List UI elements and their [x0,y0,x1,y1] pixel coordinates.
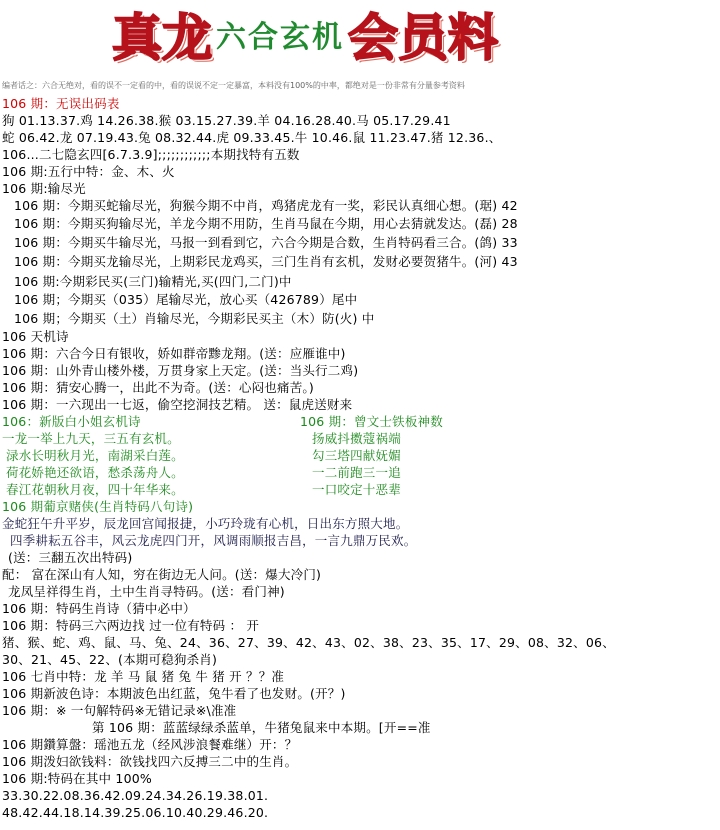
text-line: 龙凤呈祥得生肖，土中生肖寻特码。(送：看门神) [8,584,285,599]
logo-title-middle: 六合玄机 [216,20,344,55]
text-line: 106 期鑽算盤：瑶池五龙（经风涉浪餐难继）开：？ [2,737,298,752]
text-line: 106...二七隐玄四[6.7.3.9];;;;;;;;;;;;本期找特有五数 [2,147,300,162]
poem-line: 一龙一举上九天，三五有玄机。 [2,431,180,446]
section-title-error-free-table: 106 期：无误出码表 [2,96,120,111]
number-list-line: 猪、猴、蛇、鸡、鼠、马、兔、24、36、27、39、42、43、02、38、23、35、17、29、08、32、06、 [2,635,615,650]
number-list-line: 48.42.44.18.14.39.25.06.10.40.29.46.20. [2,805,269,820]
text-line: 106 期:今期彩民买(三门)输精光,买(四门,二门)中 [14,274,292,289]
text-line: 106 期：特码三六两边找 过一位有特码 ： 开 [2,618,260,633]
poem-line: 四季耕耘五谷丰，风云龙虎四门开，风调雨顺报吉昌，一言九鼎万民欢。 [10,533,417,548]
zodiac-number-row: 蛇 06.42.龙 07.19.43.兔 08.32.44.虎 09.33.45.牛 10.46.鼠 11.23.47.猪 12.36.、 [2,130,502,145]
zodiac-number-row: 狗 01.13.37.鸡 14.26.38.猴 03.15.27.39.羊 04.16.28.40.马 05.17.29.41 [2,113,451,128]
poem-line: 扬威抖擞蔻祸端 [312,431,401,446]
section-title-iron-plate-numbers: 106 期：曾文士铁板神数 [300,414,443,429]
logo-title-right: 会员料 [348,8,498,67]
poem-line: 春江花朝秋月夜，四十年华来。 [6,482,184,497]
number-list-line: 30、21、45、22、(本期可稳狗杀肖) [2,652,218,667]
text-line: 106 期：今期买蛇输尽光，狗猴今期不中肖，鸡猪虎龙有一奖，彩民认真细心想。(琚) 42 [14,198,518,213]
section-title-macau-gambler-poem: 106 期葡京赌侠(生肖特码八句诗) [2,499,194,514]
poem-line: 一二前跑三一追 [312,465,401,480]
text-line: 106 期；今期买（035）尾输尽光，放心买（426789）尾中 [14,292,358,307]
text-line: 106 期：今期买龙输尽光，上期彩民龙鸡买，三门生肖有玄机，发财必要贺猪牛。(河) 43 [14,254,518,269]
text-line: 106 期：※ 一句解特码※无错记录※\准准 [2,703,237,718]
header-banner [0,0,720,78]
text-line: 106 期：六合今日有银收，娇如群帝黪龙翔。(送：应雁谁中) [2,346,346,361]
text-line: 第 106 期：蓝蓝绿绿杀蓝单，牛猪兔鼠来中本期。[开==准 [92,720,431,735]
text-line: 106 天机诗 [2,329,69,344]
text-line: 106 期：今期买狗输尽光，羊龙今期不用防，生肖马鼠在今期，用心去猜就发达。(磊) 28 [14,216,518,231]
text-line: 106 七肖中特：龙 羊 马 鼠 猪 兔 牛 猪 开 ？？准 [2,669,285,684]
text-line: 106 期:特码在其中 100% [2,771,152,786]
number-list-line: 33.30.22.08.36.42.09.24.34.26.19.38.01. [2,788,269,803]
disclaimer-text: 编者话之：六合无绝对，看的误不一定看的中，看的误说不定一定暴富，本料没有100%的中率，都绝对是一份非常有分量参考资料 [2,81,465,90]
text-line: 106 期：猜安心腾一，出此不为奇。(送：心闷也痛苦。) [2,380,314,395]
text-line: (送：三翻五次出特码) [8,550,133,565]
text-line: 106 期:五行中特：金、木、火 [2,164,175,179]
section-title-white-lady-poem: 106：新版白小姐玄机诗 [2,414,141,429]
poem-line: 金蛇狂午升平岁，辰龙回宫闻报捷，小巧玲珑有心机，日出东方照大地。 [2,516,409,531]
site-logo [112,6,498,70]
text-line: 106 期：山外青山楼外楼，万贯身家上天定。(送：当头行二鸡) [2,363,359,378]
text-line: 106 期:输尽光 [2,181,86,196]
poem-line: 勾三塔四献妩媚 [312,448,401,463]
text-line: 106 期新波色诗：本期波色出红蓝，兔牛看了也发财。(开？) [2,686,346,701]
text-line: 106 期；今期买（土）肖输尽光，今期彩民买主（木）防(火) 中 [14,311,375,326]
poem-line: 渌水长明秋月光，南湖采白莲。 [6,448,184,463]
logo-title-left: 真龙 [112,8,212,67]
text-line: 106 期：今期买牛输尽光，马报一到看到它，六合今期是合数，生肖特码看三合。(鸽) 33 [14,235,518,250]
text-line: 配： 富在深山有人知，穷在街边无人问。(送：爆大冷门) [2,567,322,582]
poem-line: 荷花娇艳还欲语，愁杀荡舟人。 [6,465,184,480]
text-line: 106 期：特码生肖诗（猜中必中） [2,601,196,616]
poem-line: 一口咬定十恶辈 [312,482,401,497]
text-line: 106 期泼妇欲钱料：欲钱找四六反搏三二中的生肖。 [2,754,298,769]
text-line: 106 期：一六现出一七返，偷空挖洞技艺精。 送：鼠虎送财来 [2,397,353,412]
